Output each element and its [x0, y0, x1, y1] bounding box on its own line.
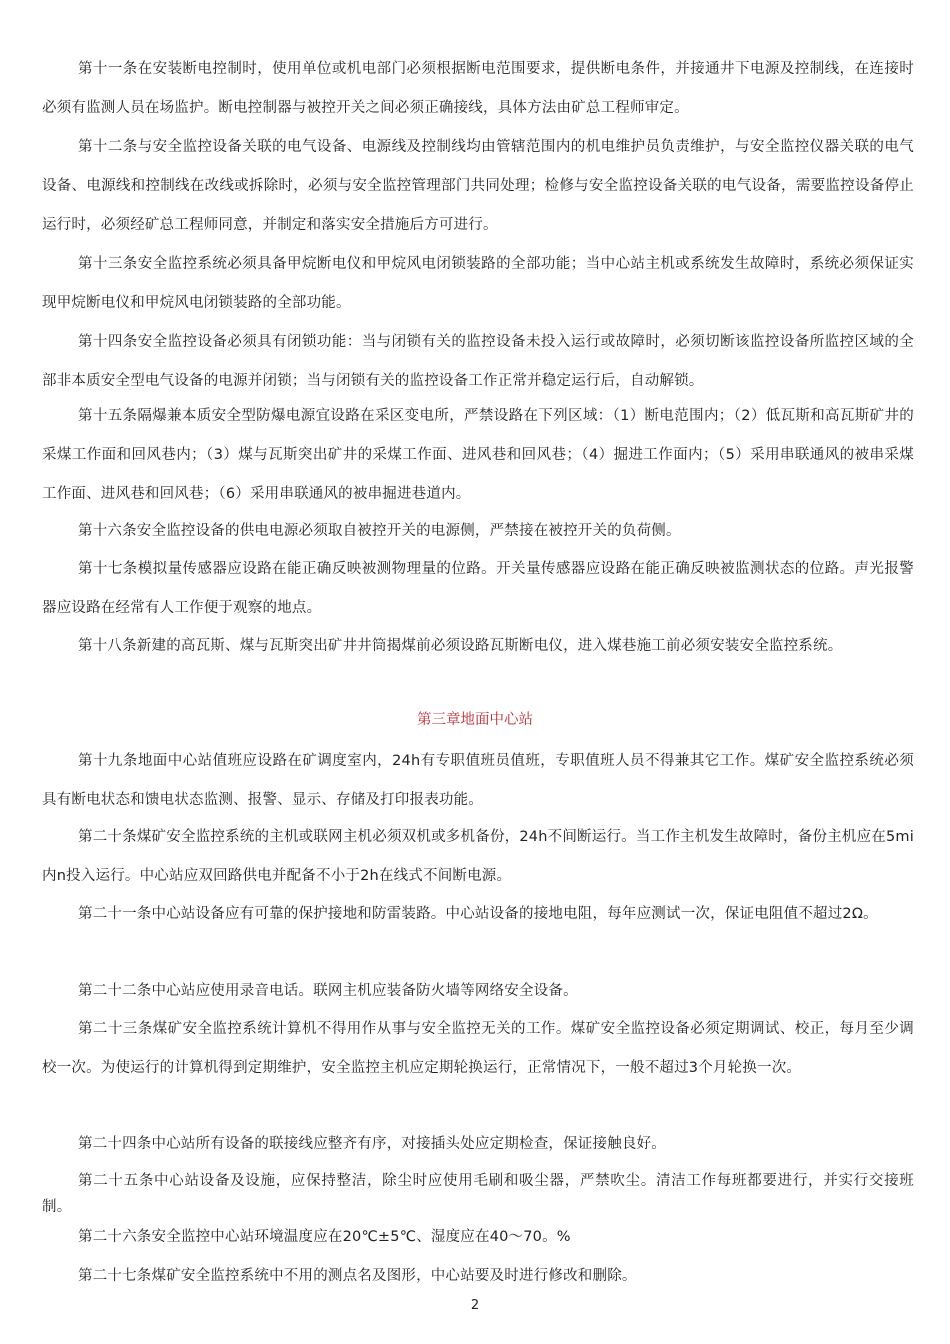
article-19: 第十九条地面中心站值班应设路在矿调度室内，24h有专职值班员值班，专职值班人员不得兼其它工作。煤矿安全监控系统必须具有断电状态和馈电状态监测、报警、显示、存储及打印报表功能。	[42, 753, 914, 808]
article-20: 第二十条煤矿安全监控系统的主机或联网主机必须双机或多机备份，24h不间断运行。当工作主机发生故障时，备份主机应在5mi内n投入运行。中心站应双回路供电并配备不小于2h在线式不间断电源。	[42, 829, 914, 884]
article-27: 第二十七条煤矿安全监控系统中不用的测点名及图形，中心站要及时进行修改和删除。	[78, 1268, 637, 1284]
article-16: 第十六条安全监控设备的供电电源必须取自被控开关的电源侧，严禁接在被控开关的负荷侧。	[78, 523, 681, 539]
article-22: 第二十二条中心站应使用录音电话。联网主机应装备防火墙等网络安全设备。	[78, 983, 578, 999]
page-number: 2	[470, 1298, 480, 1313]
article-24: 第二十四条中心站所有设备的联接线应整齐有序，对接插头处应定期检查，保证接触良好。	[78, 1136, 666, 1152]
article-15: 第十五条隔爆兼本质安全型防爆电源宜设路在采区变电所，严禁设路在下列区域：（1）断电范围内；（2）低瓦斯和高瓦斯矿井的采煤工作面和回风巷内；（3）煤与瓦斯突出矿井的采煤工作面、进风巷和回风巷；（4）掘进工作面内；（5）采用串联通风的被串采煤工作面、进风巷和回风巷；（6）采用串联通风的被串掘进巷道内。	[42, 408, 914, 502]
article-26: 第二十六条安全监控中心站环境温度应在20℃±5℃、湿度应在40～70。%	[78, 1229, 571, 1245]
article-14: 第十四条安全监控设备必须具有闭锁功能：当与闭锁有关的监控设备未投入运行或故障时，必须切断该监控设备所监控区域的全部非本质安全型电气设备的电源并闭锁；当与闭锁有关的监控设备工作正常并稳定运行后，自动解锁。	[42, 334, 914, 389]
article-18: 第十八条新建的高瓦斯、煤与瓦斯突出矿井井筒揭煤前必须设路瓦斯断电仪，进入煤巷施工前必须安装安全监控系统。	[78, 638, 843, 654]
chapter-title: 第三章地面中心站	[417, 712, 533, 728]
article-11: 第十一条在安装断电控制时，使用单位或机电部门必须根据断电范围要求，提供断电条件，并接通井下电源及控制线，在连接时必须有监测人员在场监护。断电控制器与被控开关之间必须正确接线，具体方法由矿总工程师审定。	[42, 61, 914, 116]
article-23: 第二十三条煤矿安全监控系统计算机不得用作从事与安全监控无关的工作。煤矿安全监控设备必须定期调试、校正，每月至少调校一次。为使运行的计算机得到定期维护，安全监控主机应定期轮换运行，正常情况下，一般不超过3个月轮换一次。	[42, 1021, 914, 1076]
article-17: 第十七条模拟量传感器应设路在能正确反映被测物理量的位路。开关量传感器应设路在能正确反映被监测状态的位路。声光报警器应设路在经常有人工作便于观察的地点。	[42, 561, 914, 616]
article-13: 第十三条安全监控系统必须具备甲烷断电仪和甲烷风电闭锁装路的全部功能；当中心站主机或系统发生故障时，系统必须保证实现甲烷断电仪和甲烷风电闭锁装路的全部功能。	[42, 256, 914, 311]
article-21: 第二十一条中心站设备应有可靠的保护接地和防雷装路。中心站设备的接地电阻，每年应测试一次，保证电阻值不超过2Ω。	[78, 906, 878, 922]
article-12: 第十二条与安全监控设备关联的电气设备、电源线及控制线均由管辖范围内的机电维护员负责维护，与安全监控仪器关联的电气设备、电源线和控制线在改线或拆除时，必须与安全监控管理部门共同处理；检修与安全监控设备关联的电气设备，需要监控设备停止运行时，必须经矿总工程师同意，并制定和落实安全措施后方可进行。	[42, 139, 914, 233]
article-25: 第二十五条中心站设备及设施，应保持整洁，除尘时应使用毛刷和吸尘器，严禁吹尘。清洁工作每班都要进行，并实行交接班制。	[42, 1173, 914, 1215]
